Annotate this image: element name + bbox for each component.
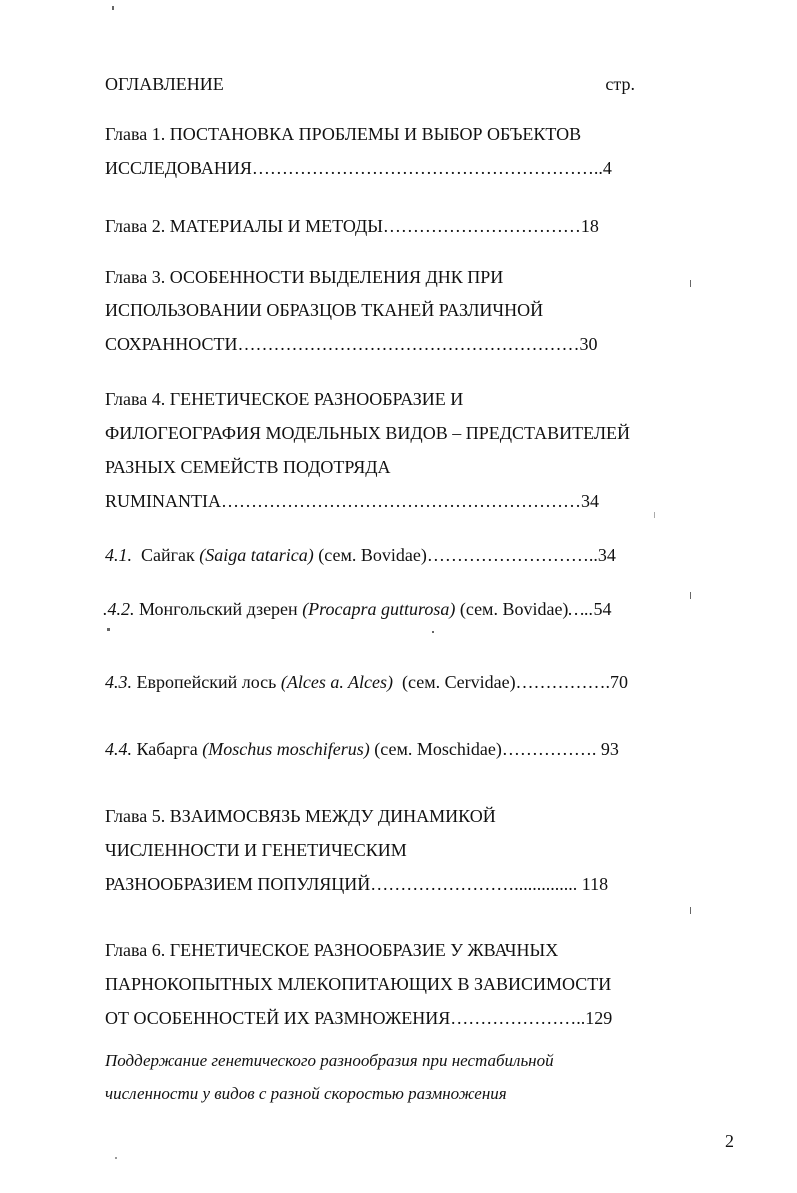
section-title: Кабарга [132,739,203,759]
section-family-page: (сем. Cervidae)…………….70 [393,672,629,692]
toc-chapter-5-line-3: РАЗНООБРАЗИЕМ ПОПУЛЯЦИЙ…………………….............. 118 [105,874,609,894]
scan-speck [654,512,655,518]
toc-chapter-4-line-3: РАЗНЫХ СЕМЕЙСТВ ПОДОТРЯДА [105,457,391,477]
latin-name: (Procapra gutturosa) [302,599,456,619]
toc-section-4-4 [105,738,619,760]
section-number: 4.3. [105,672,132,692]
toc-chapter-6-subtitle-line-2: численности у видов с разной скоростью размножения [105,1084,507,1103]
latin-name: (Moschus moschiferus) [202,739,370,759]
page-column-label: стр. [605,74,635,94]
page-number: 2 [725,1131,734,1151]
section-page: 54 [593,599,612,619]
scan-speck [112,6,114,10]
toc-section-4-2 [103,598,611,620]
scan-speck [107,628,110,631]
scan-speck [690,592,691,599]
section-number: 4.4. [105,739,132,759]
toc-chapter-5-line-2: ЧИСЛЕННОСТИ И ГЕНЕТИЧЕСКИМ [105,840,407,860]
toc-section-4-1 [105,544,616,566]
toc-chapter-3-line-1: Глава 3. ОСОБЕННОСТИ ВЫДЕЛЕНИЯ ДНК ПРИ [105,267,504,287]
toc-chapter-4-line-1: Глава 4. ГЕНЕТИЧЕСКОЕ РАЗНООБРАЗИЕ И [105,389,464,409]
toc-chapter-2-line-1: Глава 2. МАТЕРИАЛЫ И МЕТОДЫ……………………………18 [105,216,599,236]
toc-chapter-3-line-2: ИСПОЛЬЗОВАНИИ ОБРАЗЦОВ ТКАНЕЙ РАЗЛИЧНОЙ [105,300,544,320]
toc-chapter-5-line-1: Глава 5. ВЗАИМОСВЯЗЬ МЕЖДУ ДИНАМИКОЙ [105,806,496,826]
section-title: Сайгак [132,545,200,565]
scan-speck [690,907,691,914]
section-number: 4.1. [105,545,132,565]
section-family-page: (сем. Bovidae)………………………..34 [313,545,616,565]
toc-chapter-6-line-1: Глава 6. ГЕНЕТИЧЕСКОЕ РАЗНООБРАЗИЕ У ЖВАЧНЫХ [105,940,559,960]
toc-chapter-1-line-1: Глава 1. ПОСТАНОВКА ПРОБЛЕМЫ И ВЫБОР ОБЪЕКТОВ [105,124,582,144]
latin-name: (Saiga tatarica) [199,545,314,565]
latin-name: (Alces a. Alces) [280,672,394,692]
section-title: Европейский лось [132,672,281,692]
toc-chapter-6-line-3: ОТ ОСОБЕННОСТЕЙ ИХ РАЗМНОЖЕНИЯ…………………..129 [105,1008,613,1028]
toc-chapter-3-line-3: СОХРАННОСТИ…………………………………………………30 [105,334,598,354]
toc-chapter-6-line-2: ПАРНОКОПЫТНЫХ МЛЕКОПИТАЮЩИХ В ЗАВИСИМОСТИ [105,974,612,994]
scan-speck [690,280,691,287]
scan-speck [432,631,434,633]
toc-chapter-1-line-2: ИССЛЕДОВАНИЯ…………………………………………………..4 [105,158,612,178]
toc-heading: ОГЛАВЛЕНИЕ [105,74,224,94]
section-title: Монгольский дзерен [134,599,303,619]
toc-section-4-3 [105,671,628,693]
section-family-page: (сем. Moschidae)……………. 93 [369,739,619,759]
section-family: (сем. Bovidae) [455,599,569,619]
toc-chapter-4-line-2: ФИЛОГЕОГРАФИЯ МОДЕЛЬНЫХ ВИДОВ – ПРЕДСТАВИТЕЛЕЙ [105,423,631,443]
toc-chapter-6-subtitle-line-1: Поддержание генетического разнообразия при нестабильной [105,1051,554,1070]
scan-speck [115,1157,117,1159]
section-number: .4.2. [103,599,135,619]
toc-chapter-4-line-4: RUMINANTIA……………………………………………………34 [105,491,599,511]
section-leader-dots: ….. [568,599,594,619]
